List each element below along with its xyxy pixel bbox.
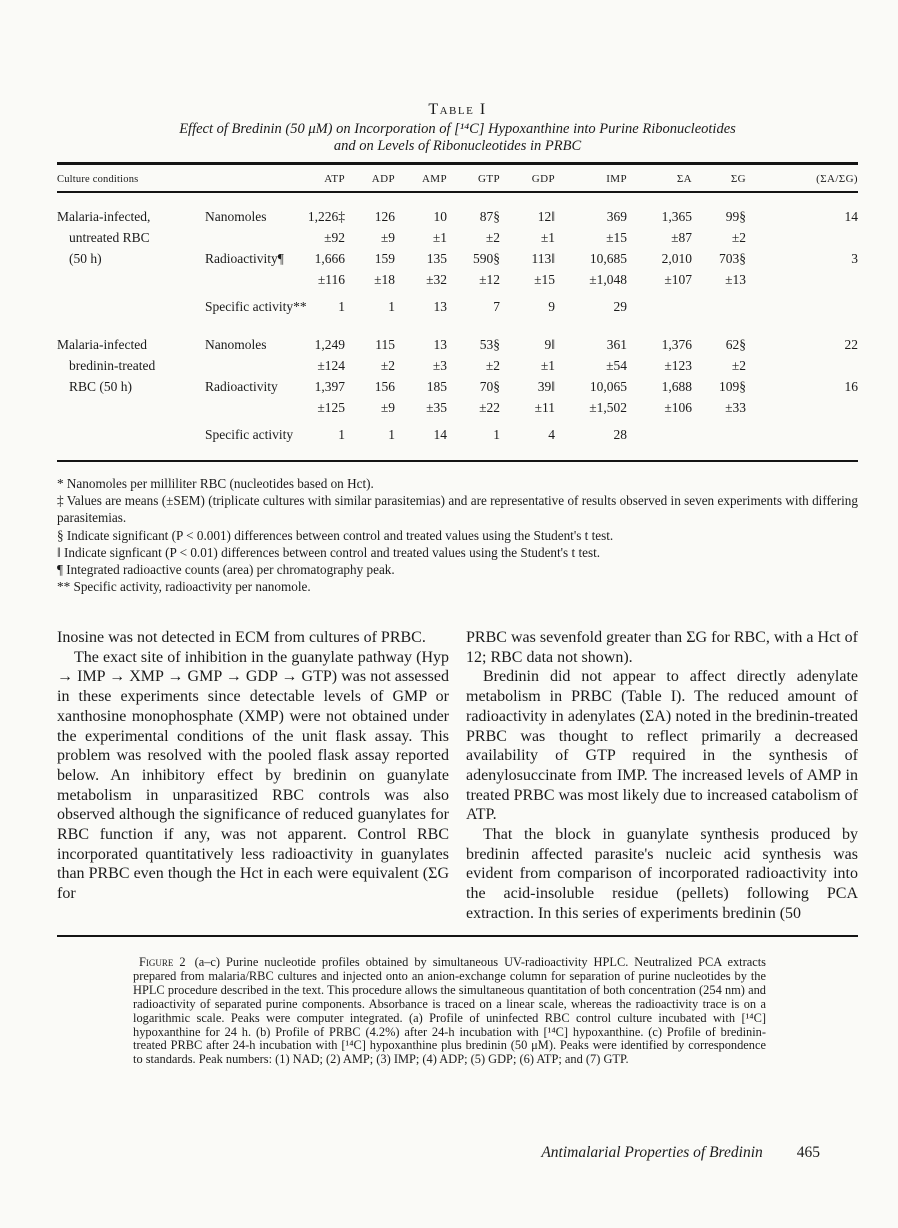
value: 22	[844, 337, 858, 352]
value-cell	[500, 376, 555, 418]
value: 115	[375, 337, 395, 352]
condition-line: RBC (50 h)	[69, 379, 133, 394]
condition-line: Malaria-infected,	[57, 209, 151, 224]
value-cell	[295, 334, 345, 376]
error-value: ±2	[485, 230, 500, 245]
value: 369	[606, 209, 627, 224]
value-cell	[395, 206, 447, 248]
value-cell	[295, 424, 345, 445]
measure-label: Radioactivity	[205, 379, 278, 394]
error-value: ±22	[479, 400, 500, 415]
value: 28	[613, 427, 627, 442]
value: 12‖	[537, 209, 555, 224]
value-cell	[627, 376, 692, 418]
value: 13	[433, 337, 447, 352]
value: 1	[338, 299, 345, 314]
value: 29	[613, 299, 627, 314]
value-cell	[295, 296, 345, 317]
value: 10	[433, 209, 447, 224]
value-cell	[345, 296, 395, 317]
body-paragraph: That the block in guanylate synthesis produced by bredinin affected parasite's nucleic acid synthesis was evident from comparison of incorporated radioactivity into the acid-insoluble residue (pellets) following PCA extraction. In this series of experiments bredinin (50	[466, 826, 858, 922]
condition-line: Malaria-infected	[57, 337, 147, 352]
error-value: ±1,048	[589, 272, 627, 287]
value: 185	[426, 379, 447, 394]
error-value: ±124	[317, 358, 345, 373]
value: 9‖	[544, 337, 555, 352]
column-header: ADP	[371, 173, 395, 185]
value: 14	[433, 427, 447, 442]
value: 14	[844, 209, 858, 224]
value-cell	[746, 376, 858, 418]
value-cell	[692, 248, 746, 290]
value-cell	[295, 376, 345, 418]
condition-spacer	[57, 296, 205, 317]
footnote: ‡ Values are means (±SEM) (triplicate cultures with similar parasitemias) and are representative of results observed in seven experiments with differing parasitemias.	[57, 493, 858, 526]
value: 3	[851, 251, 858, 266]
error-value: ±9	[380, 400, 395, 415]
value-cell	[555, 248, 627, 290]
error-value: ±15	[534, 272, 555, 287]
value-cell	[395, 334, 447, 376]
error-value: ±2	[485, 358, 500, 373]
table-title-line1: Effect of Bredinin (50 μM) on Incorporation of [¹⁴C] Hypoxanthine into Purine Ribonucleotides	[179, 121, 736, 137]
value-cell	[627, 424, 692, 445]
measure-label: Specific activity**	[205, 299, 307, 314]
value: 113‖	[531, 251, 555, 266]
value: 703§	[719, 251, 746, 266]
value-cell	[746, 334, 858, 376]
value: 7	[493, 299, 500, 314]
measure-label: Specific activity	[205, 427, 294, 442]
condition-cell	[57, 334, 205, 397]
figure-caption	[133, 956, 766, 1067]
error-value: ±2	[380, 358, 395, 373]
value-cell	[692, 296, 746, 317]
error-value: ±12	[479, 272, 500, 287]
error-value: ±3	[432, 358, 447, 373]
page-footer	[57, 1144, 820, 1162]
value: 1,226‡	[307, 209, 345, 224]
value: 361	[606, 337, 627, 352]
value: 53§	[479, 337, 500, 352]
value-cell	[395, 424, 447, 445]
footnote: ¶ Integrated radioactive counts (area) per chromatography peak.	[57, 562, 395, 578]
error-value: ±106	[664, 400, 692, 415]
value-cell	[692, 334, 746, 376]
footnote: § Indicate significant (P < 0.001) differences between control and treated values using the Student's t test.	[57, 527, 614, 543]
table-heading	[57, 101, 858, 155]
value: 1	[493, 427, 500, 442]
value: 62§	[725, 337, 746, 352]
error-value: ±11	[534, 400, 555, 415]
condition-spacer	[57, 424, 205, 445]
column-header: ΣA	[676, 173, 692, 185]
value-cell	[746, 296, 858, 317]
data-table	[57, 162, 858, 462]
value: 590§	[473, 251, 500, 266]
condition-line: untreated RBC	[69, 230, 150, 245]
value-cell	[555, 206, 627, 248]
value-cell	[627, 248, 692, 290]
value: 109§	[719, 379, 746, 394]
value-cell	[500, 248, 555, 290]
measure-label: Radioactivity¶	[205, 251, 284, 266]
error-value: ±32	[426, 272, 447, 287]
table-body	[57, 193, 858, 460]
value: 87§	[479, 209, 500, 224]
error-value: ±15	[606, 230, 627, 245]
body-paragraph: The exact site of inhibition in the guanylate pathway (Hyp → IMP → XMP → GMP → GDP → GTP) was not assessed in these experiments since detectable levels of GMP or xanthosine monophosphate (XMP) were not obtained under the experimental conditions of the unit flask assay. This problem was resolved with the pooled flask assay reported below. An inhibitory effect by bredinin on guanylate metabolism in unparasitized RBC controls was also observed although the significance of reduced guanylates for RBC function if any, was not apparent. Control RBC incorporated quantitatively less radioactivity in guanylates than PRBC even though the Hct in each were equivalent (ΣG for	[57, 648, 449, 903]
error-value: ±1	[540, 358, 555, 373]
value-cell	[746, 424, 858, 445]
error-value: ±123	[664, 358, 692, 373]
value-cell	[555, 334, 627, 376]
footnote: ** Specific activity, radioactivity per nanomole.	[57, 579, 311, 595]
value-cell	[555, 296, 627, 317]
table-group	[57, 334, 858, 445]
value-cell	[295, 248, 345, 290]
value-cell	[447, 334, 500, 376]
value: 9	[548, 299, 555, 314]
figure-label: Figure 2	[139, 955, 186, 969]
value-cell	[395, 376, 447, 418]
figure-caption-text: (a–c) Purine nucleotide profiles obtained by simultaneous UV-radioactivity HPLC. Neutralized PCA extracts prepared from malaria/RBC cultures and injected onto an anion-exchange column for separation of purine nucleotides by the HPLC procedure described in the text. This procedure allows the simultaneous quantitation of both concentration (254 nm) and radioactivity of separated purine components. Absorbance is traced on a linear scale, whereas the radioactivity trace is on a logarithmic scale. Peaks were computer integrated. (a) Profile of uninfected RBC control culture incubated with [¹⁴C] hypoxanthine for 24 h. (b) Profile of PRBC (4.2%) after 24-h incubation with [¹⁴C] hypoxanthine. (c) Profile of bredinin-treated PRBC after 24-h incubation with [¹⁴C] hypoxanthine plus bredinin (50 μM). Peaks were identified by correspondence to standards. Peak numbers: (1) NAD; (2) AMP; (3) IMP; (4) ADP; (5) GDP; (6) ATP; and (7) GTP.	[133, 955, 766, 1067]
value: 1	[338, 427, 345, 442]
value: 16	[844, 379, 858, 394]
error-value: ±13	[725, 272, 746, 287]
body-paragraph: Inosine was not detected in ECM from cultures of PRBC.	[57, 629, 426, 646]
table-footnotes	[57, 475, 858, 595]
error-value: ±9	[380, 230, 395, 245]
error-value: ±107	[664, 272, 692, 287]
error-value: ±87	[671, 230, 692, 245]
error-value: ±18	[374, 272, 395, 287]
value-cell	[746, 206, 858, 248]
value: 99§	[725, 209, 746, 224]
table-label: Table I	[428, 101, 487, 118]
running-head: Antimalarial Properties of Bredinin	[541, 1144, 763, 1161]
column-header: GTP	[478, 173, 500, 185]
value: 1,666	[314, 251, 345, 266]
value-cell	[447, 248, 500, 290]
value: 1,365	[661, 209, 692, 224]
value-cell	[627, 334, 692, 376]
error-value: ±35	[426, 400, 447, 415]
value-cell	[447, 206, 500, 248]
value: 159	[374, 251, 395, 266]
value-cell	[345, 424, 395, 445]
footnote: * Nanomoles per milliliter RBC (nucleotides based on Hct).	[57, 476, 374, 491]
value: 39‖	[537, 379, 555, 394]
error-value: ±1,502	[589, 400, 627, 415]
value: 1	[388, 299, 395, 314]
value-cell	[555, 424, 627, 445]
error-value: ±116	[317, 272, 345, 287]
error-value: ±2	[731, 230, 746, 245]
value-cell	[395, 296, 447, 317]
error-value: ±2	[731, 358, 746, 373]
value-cell	[447, 376, 500, 418]
value-cell	[295, 206, 345, 248]
table-row	[57, 424, 858, 445]
value-cell	[447, 424, 500, 445]
page-number: 465	[796, 1144, 820, 1161]
value-cell	[627, 206, 692, 248]
table-header-row	[57, 165, 858, 191]
value: 126	[374, 209, 395, 224]
value: 1,249	[314, 337, 345, 352]
table-row	[57, 296, 858, 317]
body-paragraph: Bredinin did not appear to affect directly adenylate metabolism in PRBC (Table I). The reduced amount of radioactivity in adenylates (ΣA) noted in the bredinin-treated PRBC was thought to reflect primarily a decreased availability of GTP required in the synthesis of adenylosuccinate from IMP. The increased levels of AMP in treated PRBC was most likely due to increased catabolism of ATP.	[466, 668, 858, 824]
value: 13	[433, 299, 447, 314]
value-cell	[500, 424, 555, 445]
value-cell	[345, 334, 395, 376]
value-cell	[627, 296, 692, 317]
column-header: AMP	[421, 173, 447, 185]
error-value: ±125	[317, 400, 345, 415]
value: 1,376	[661, 337, 692, 352]
value-cell	[746, 248, 858, 290]
value-cell	[345, 206, 395, 248]
value: 1,688	[661, 379, 692, 394]
footnote: ‖ Indicate signficant (P < 0.01) differences between control and treated values using the Student's t test.	[57, 544, 601, 560]
value-cell	[555, 376, 627, 418]
column-header: IMP	[606, 173, 627, 185]
error-value: ±1	[432, 230, 447, 245]
table-group	[57, 206, 858, 317]
body-paragraph: PRBC was sevenfold greater than ΣG for RBC, with a Hct of 12; RBC data not shown).	[466, 629, 858, 666]
value-cell	[345, 248, 395, 290]
error-value: ±54	[606, 358, 627, 373]
condition-cell	[57, 206, 205, 269]
value: 1	[388, 427, 395, 442]
value-cell	[395, 248, 447, 290]
value-cell	[500, 296, 555, 317]
table-title-line2: and on Levels of Ribonucleotides in PRBC	[333, 138, 582, 154]
value: 2,010	[661, 251, 692, 266]
value-cell	[447, 296, 500, 317]
column-header: (ΣA/ΣG)	[816, 173, 858, 185]
column-header: ΣG	[730, 173, 746, 185]
body-column-right	[466, 628, 858, 924]
value: 135	[426, 251, 447, 266]
condition-line: (50 h)	[69, 251, 102, 266]
value-cell	[345, 376, 395, 418]
error-value: ±33	[725, 400, 746, 415]
value-cell	[692, 376, 746, 418]
measure-label: Nanomoles	[205, 337, 267, 352]
condition-line: bredinin-treated	[69, 358, 156, 373]
column-header: GDP	[531, 173, 555, 185]
value-cell	[500, 206, 555, 248]
column-header-culture-conditions: Culture conditions	[57, 174, 139, 185]
value: 10,685	[589, 251, 627, 266]
value-cell	[692, 206, 746, 248]
table-bottom-rule	[57, 460, 858, 462]
body-column-left	[57, 628, 449, 904]
figure-caption-rule	[57, 935, 858, 937]
value-cell	[500, 334, 555, 376]
value: 70§	[479, 379, 500, 394]
column-header: ATP	[324, 173, 345, 185]
value: 4	[548, 427, 555, 442]
measure-label: Nanomoles	[205, 209, 267, 224]
value: 156	[374, 379, 395, 394]
error-value: ±1	[540, 230, 555, 245]
value: 10,065	[589, 379, 627, 394]
value-cell	[692, 424, 746, 445]
error-value: ±92	[324, 230, 345, 245]
value: 1,397	[314, 379, 345, 394]
